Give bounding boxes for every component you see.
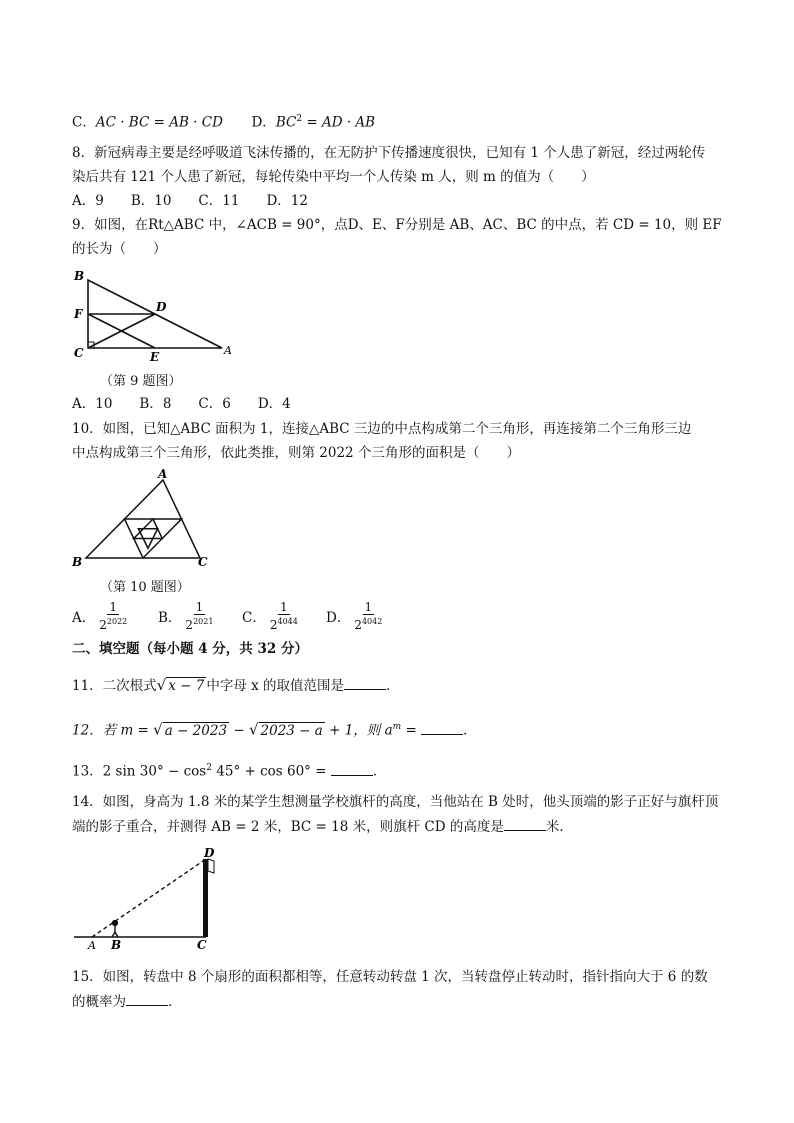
q10-option-d-num: 1 xyxy=(364,600,373,614)
q15-line2 xyxy=(72,993,182,1011)
q9-line2: 的长为（ ） xyxy=(72,241,167,257)
q10-option-d-den xyxy=(354,615,382,632)
q10-line1: 10．如图，已知△ABC 面积为 1，连接△ABC 三边的中点构成第二个三角形，再连接第二个三角形三边 xyxy=(72,421,692,437)
q9-figure xyxy=(70,266,240,366)
q7-option-d-label: D． xyxy=(251,114,276,131)
q14-label-c: C xyxy=(197,938,207,951)
q8-line2: 染后共有 121 个人患了新冠，每轮传染中平均一个人传染 m 人，则 m 的值为（ ） xyxy=(72,169,595,185)
q12-text-c: = xyxy=(401,722,422,739)
q14-person-icon xyxy=(112,921,118,937)
q11-text-c: ． xyxy=(386,678,400,694)
q10-option-c-num: 1 xyxy=(280,600,288,614)
q10-option-b-num: 1 xyxy=(195,600,204,614)
q13-text-b: 45° + cos 60° = xyxy=(211,763,331,780)
q10-label-a: A xyxy=(158,468,168,481)
q15-line2-text: 的概率为 xyxy=(72,994,126,1010)
q11-text-b: 中字母 x 的取值范围是 xyxy=(206,678,345,694)
q15-line2-end: ． xyxy=(168,994,182,1010)
q13-row xyxy=(72,759,386,781)
q13-end: ． xyxy=(372,763,387,780)
q9-label-c: C xyxy=(74,346,84,360)
q10-option-a-num: 1 xyxy=(109,600,118,614)
q7-options-row xyxy=(72,110,375,132)
q14-answer-blank[interactable] xyxy=(504,818,546,831)
q9-caption: （第 9 题图） xyxy=(100,374,182,389)
q12-row xyxy=(72,718,477,740)
q7-option-c-label: C． xyxy=(72,114,96,131)
q10-option-b-label: B． xyxy=(158,610,182,626)
q10-figure xyxy=(70,468,220,572)
q12-text-b: + 1，则 a xyxy=(324,722,393,739)
q14-label-b: B xyxy=(111,938,122,951)
q13-sup: 2 xyxy=(206,763,212,773)
q10-option-a-den xyxy=(99,615,127,632)
q11-row xyxy=(72,676,400,695)
q10-label-c: C xyxy=(198,555,208,569)
q14-line1: 14．如图，身高为 1.8 米的某学生想测量学校旗杆的高度，当他站在 B 处时，他头顶端的影子正好与旗杆顶 xyxy=(72,794,719,810)
q10-option-a-label: A． xyxy=(72,610,96,626)
q10-caption: （第 10 题图） xyxy=(100,580,190,595)
q10-option-a-fraction xyxy=(99,600,127,632)
q12-text-a: 12．若 m = xyxy=(72,722,154,739)
q10-option-d-base: 2 xyxy=(354,618,362,632)
q10-option-a-base: 2 xyxy=(99,618,107,632)
q10-option-c xyxy=(242,600,304,632)
q14-figure xyxy=(70,845,230,951)
q12-sqrt-icon-1: √ xyxy=(153,720,163,739)
q8-line1: 8．新冠病毒主要是经呼吸道飞沫传播的，在无防护下传播速度很快，已知有 1 个人患了新冠，经过两轮传 xyxy=(72,145,706,161)
q12-sqrt-icon-2: √ xyxy=(248,720,259,739)
q14-line2 xyxy=(72,818,573,836)
q10-option-b-den xyxy=(185,615,213,632)
q8-options: A．9 B．10 C．11 D．12 xyxy=(72,193,308,209)
q14-line2-text: 端的影子重合，并测得 AB = 2 米，BC = 18 米，则旗杆 CD 的高度是 xyxy=(72,819,504,835)
q13-answer-blank[interactable] xyxy=(331,763,373,776)
q12-answer-blank[interactable] xyxy=(421,722,463,735)
q11-text-a: 11．二次根式 xyxy=(72,678,157,694)
q7-option-c-expr: AC · BC = AB · CD xyxy=(95,114,223,131)
q10-option-c-label: C． xyxy=(242,610,266,626)
q12-end: ． xyxy=(463,722,477,739)
q10-option-a xyxy=(72,600,133,632)
q10-option-c-exp: 4044 xyxy=(277,617,298,626)
q9-label-f: F xyxy=(74,307,83,321)
q10-option-b-fraction xyxy=(185,600,213,632)
q14-label-d: D xyxy=(204,846,215,860)
q7-option-d-expr-b: = AD · AB xyxy=(302,114,376,131)
q10-option-a-exp: 2022 xyxy=(106,617,128,626)
q11-answer-blank[interactable] xyxy=(344,677,386,690)
q10-line2: 中点构成第三个三角形，依此类推，则第 2022 个三角形的面积是（ ） xyxy=(72,445,520,461)
q10-option-d xyxy=(326,600,388,632)
q10-option-c-den xyxy=(270,615,298,632)
q10-option-d-label: D． xyxy=(326,610,351,626)
q13-text-a: 13．2 sin 30° − cos xyxy=(72,763,207,780)
q7-option-d-sup: 2 xyxy=(296,114,303,124)
q10-label-b: B xyxy=(72,555,83,569)
q12-radicand-1: a − 2023 xyxy=(164,722,228,739)
section2-heading: 二、填空题（每小题 4 分，共 32 分） xyxy=(72,641,308,657)
q7-option-d-expr-a: BC xyxy=(275,114,297,131)
q14-line2-end: 米． xyxy=(545,819,573,835)
q14-flag-icon xyxy=(208,859,214,873)
q9-label-d: D xyxy=(156,300,167,314)
q10-option-d-exp: 4042 xyxy=(361,617,383,626)
q15-line1: 15．如图，转盘中 8 个扇形的面积都相等，任意转动转盘 1 次，当转盘停止转动时，指针指向大于 6 的数 xyxy=(72,969,708,985)
q12-minus: − xyxy=(229,722,249,739)
q12-radicand-2: 2023 − a xyxy=(260,722,323,739)
q11-radicand: x − 7 xyxy=(168,678,205,694)
q10-option-d-fraction xyxy=(354,600,382,632)
q9-line1: 9．如图，在Rt△ABC 中，∠ACB = 90°，点D、E、F分别是 AB、AC、BC 的中点，若 CD = 10，则 EF xyxy=(72,217,722,233)
q9-label-b: B xyxy=(74,269,85,283)
q11-sqrt-icon: √ xyxy=(156,676,167,694)
q9-label-e: E xyxy=(150,350,160,364)
q9-options: A．10 B．8 C．6 D．4 xyxy=(72,396,291,412)
q14-label-a: A xyxy=(88,939,96,951)
q10-option-b-base: 2 xyxy=(185,618,194,632)
q12-sup: m xyxy=(392,722,402,732)
q9-label-a: A xyxy=(224,344,232,357)
q14-sight-line xyxy=(92,859,206,937)
q10-option-b-exp: 2021 xyxy=(193,617,214,626)
q15-answer-blank[interactable] xyxy=(126,993,168,1006)
q10-option-c-base: 2 xyxy=(269,618,278,632)
q14-flagpole xyxy=(203,859,208,937)
q10-option-b xyxy=(158,600,219,632)
q10-option-c-fraction xyxy=(270,600,298,632)
